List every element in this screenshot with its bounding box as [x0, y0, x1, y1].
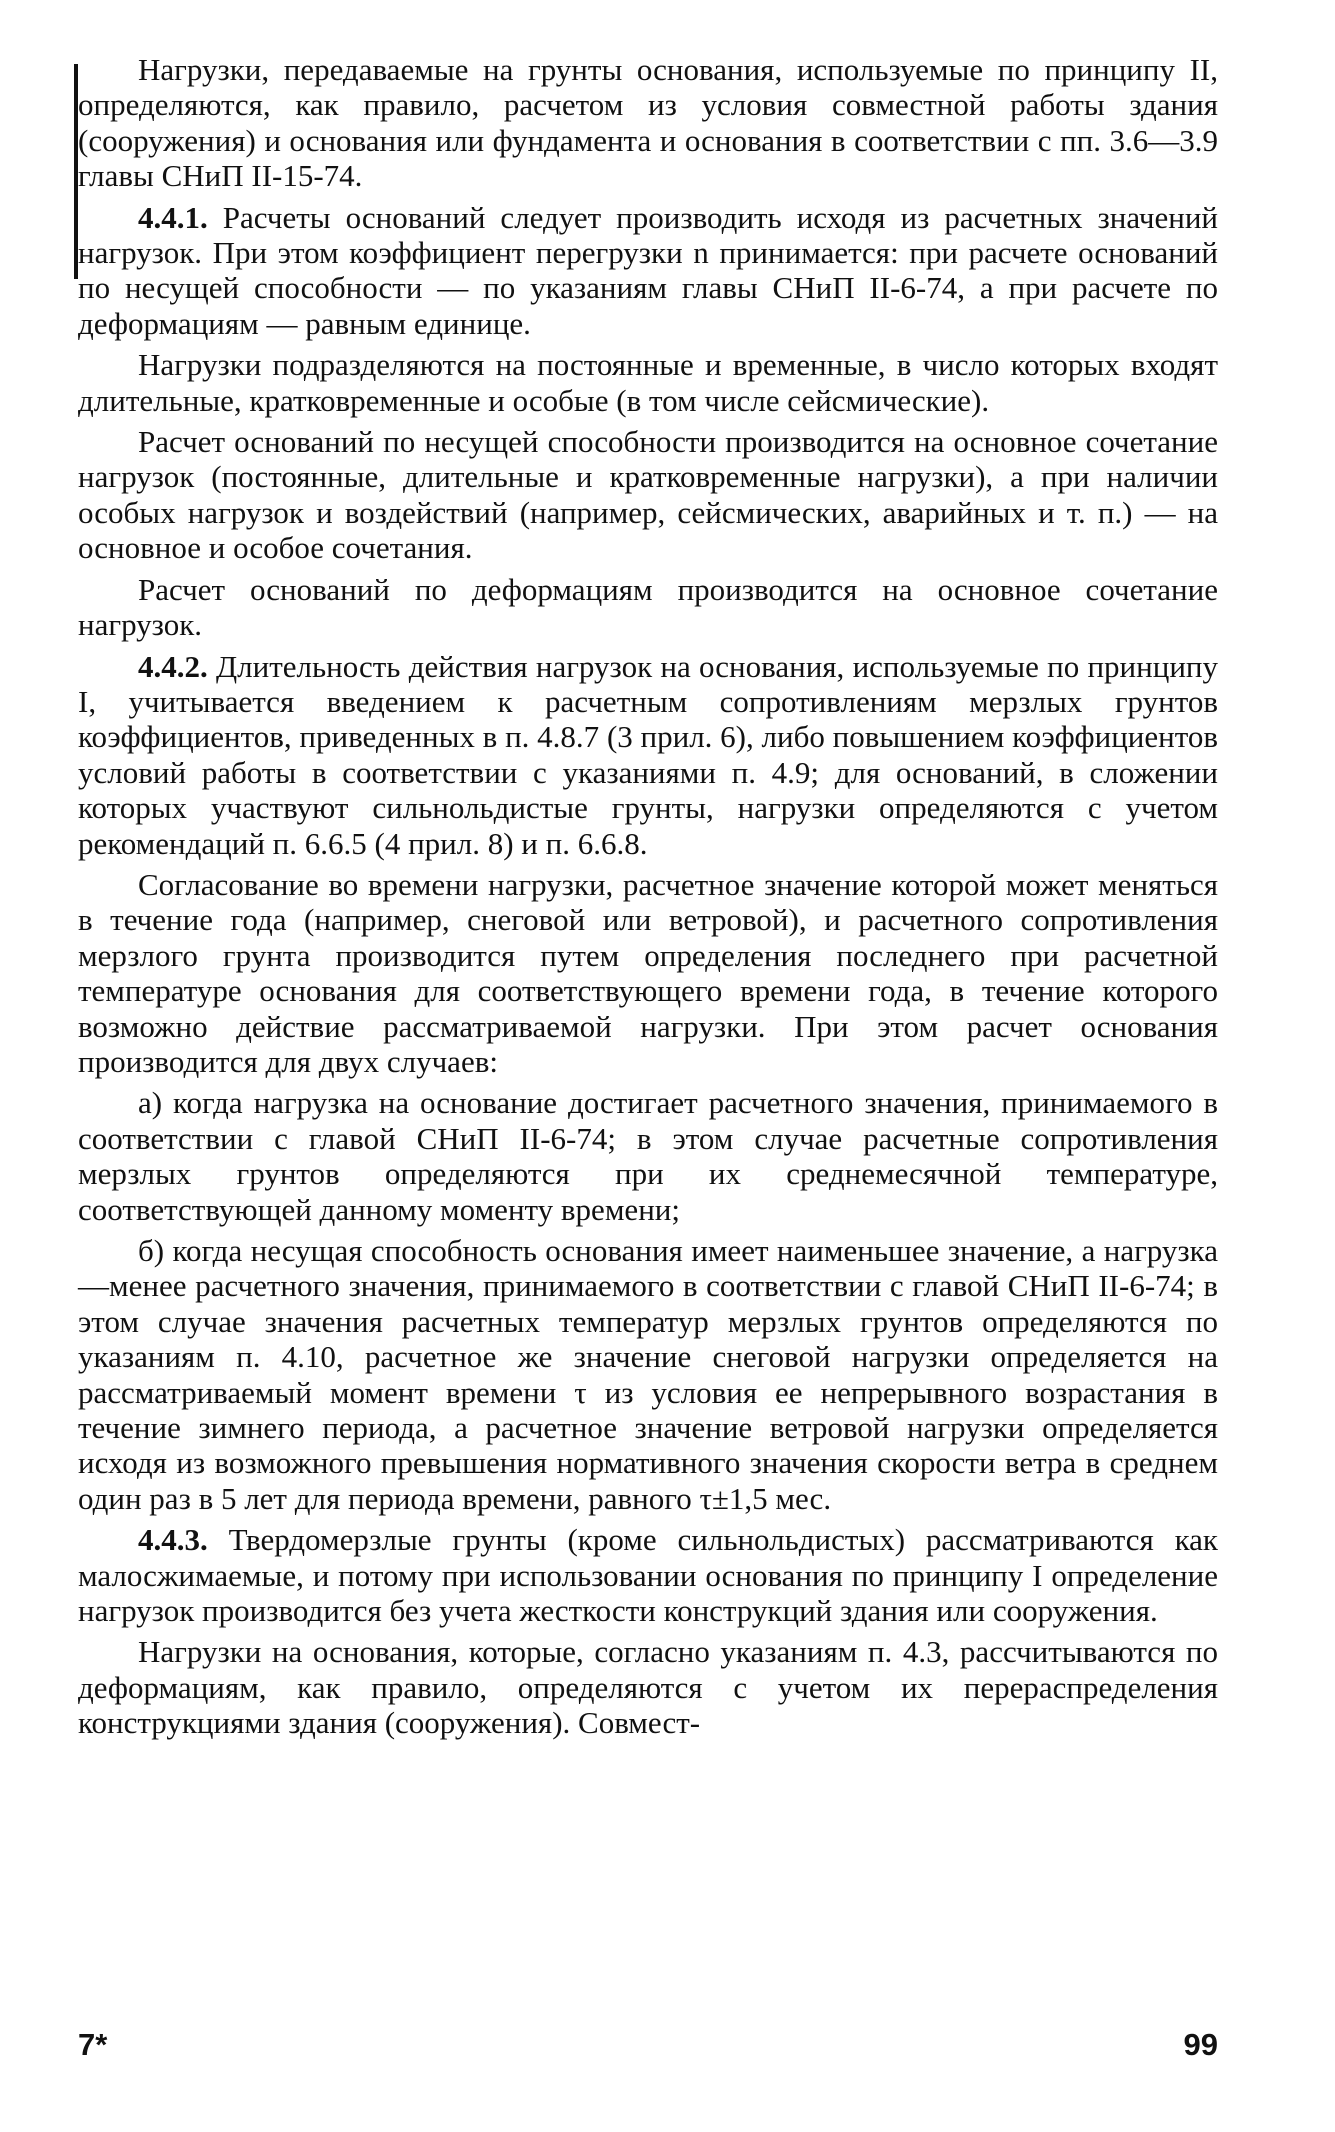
- clause-number: 4.4.1.: [138, 199, 208, 235]
- paragraph: [78, 867, 1218, 1079]
- paragraph-text: Нагрузки на основания, которые, согласно указаниям п. 4.3, рассчитываются по деформациям, как правило, определяются с учетом их перераспределения конструкциями здания (сооружения). Совмест-: [78, 1634, 1218, 1741]
- clause-number: 4.4.3.: [138, 1522, 208, 1558]
- page-footer: [78, 2027, 1218, 2067]
- paragraph-text: б) когда несущая способность основания имеет наименьшее значение, а нагрузка—менее расчетного значения, принимаемого в соответствии с главой СНиП II-6-74; в этом случае значения расчетных температур мерзлых грунтов определяются по указаниям п. 4.10, расчетное же значение снеговой нагрузки определяется на рассматриваемый момент времени τ из условия ее непрерывного возрастания в течение зимнего периода, а расчетное значение ветровой нагрузки определяется исходя из возможного превышения нормативного значения скорости ветра в среднем один раз в 5 лет для периода времени, равного τ±1,5 мес.: [78, 1233, 1218, 1516]
- paragraph-text: Расчет оснований по деформациям производится на основное сочетание нагрузок.: [78, 571, 1218, 643]
- paragraph-text: а) когда нагрузка на основание достигает расчетного значения, принимаемого в соответствии с главой СНиП II-6-74; в этом случае расчетные сопротивления мерзлых грунтов определяются при их среднемесячной температуре, соответствующей данному моменту времени;: [78, 1085, 1218, 1227]
- signature-mark: 7*: [78, 2027, 108, 2062]
- paragraph: [78, 52, 1218, 194]
- paragraph: [78, 1522, 1218, 1628]
- paragraph-text: Нагрузки, передаваемые на грунты основания, используемые по принципу II, определяются, как правило, расчетом из условия совместной работы здания (сооружения) и основания или фундамента и основания в соответствии с пп. 3.6—3.9 главы СНиП II-15-74.: [78, 52, 1218, 194]
- paragraph-text: Согласование во времени нагрузки, расчетное значение которой может меняться в течение года (например, снеговой или ветровой), и расчетного сопротивления мерзлого грунта производится путем определения последнего при расчетной температуре основания для соответствующего времени года, в течение которого возможно действие рассматриваемой нагрузки. При этом расчет основания производится для двух случаев:: [78, 866, 1218, 1079]
- clause-number: 4.4.2.: [138, 648, 208, 684]
- paragraph: [78, 424, 1218, 566]
- paragraph: [78, 649, 1218, 861]
- paragraph-text: Нагрузки подразделяются на постоянные и временные, в число которых входят длительные, кратковременные и особые (в том числе сейсмические).: [78, 347, 1218, 418]
- body-text: [78, 52, 1218, 1741]
- document-page: [78, 52, 1218, 2102]
- paragraph: [78, 347, 1218, 418]
- paragraph-text: Длительность действия нагрузок на основания, используемые по принципу I, учитывается введением к расчетным сопротивлениям мерзлых грунтов коэффициентов, приведенных в п. 4.8.7 (3 прил. 6), либо повышением коэффициентов условий работы в соответствии с указаниями п. 4.9; для оснований, в сложении которых участвуют сильнольдистые грунты, нагрузки определяются с учетом рекомендаций п. 6.6.5 (4 прил. 8) и п. 6.6.8.: [78, 648, 1218, 861]
- paragraph: [78, 1634, 1218, 1740]
- paragraph: [78, 1085, 1218, 1227]
- page-number: 99: [1183, 2027, 1218, 2062]
- paragraph-text: Расчеты оснований следует производить исходя из расчетных значений нагрузок. При этом коэффициент перегрузки n принимается: при расчете оснований по несущей способности — по указаниям главы СНиП II-6-74, а при расчете по деформациям — равным единице.: [78, 199, 1218, 341]
- paragraph-text: Твердомерзлые грунты (кроме сильнольдистых) рассматриваются как малосжимаемые, и потому при использовании основания по принципу I определение нагрузок производится без учета жесткости конструкций здания или сооружения.: [78, 1522, 1218, 1629]
- margin-change-bar: [74, 64, 78, 279]
- paragraph-text: Расчет оснований по несущей способности производится на основное сочетание нагрузок (постоянные, длительные и кратковременные нагрузки), а при наличии особых нагрузок и воздействий (например, сейсмических, аварийных и т. п.) — на основное и особое сочетания.: [78, 424, 1218, 566]
- paragraph: [78, 1233, 1218, 1516]
- paragraph: [78, 200, 1218, 342]
- paragraph: [78, 572, 1218, 643]
